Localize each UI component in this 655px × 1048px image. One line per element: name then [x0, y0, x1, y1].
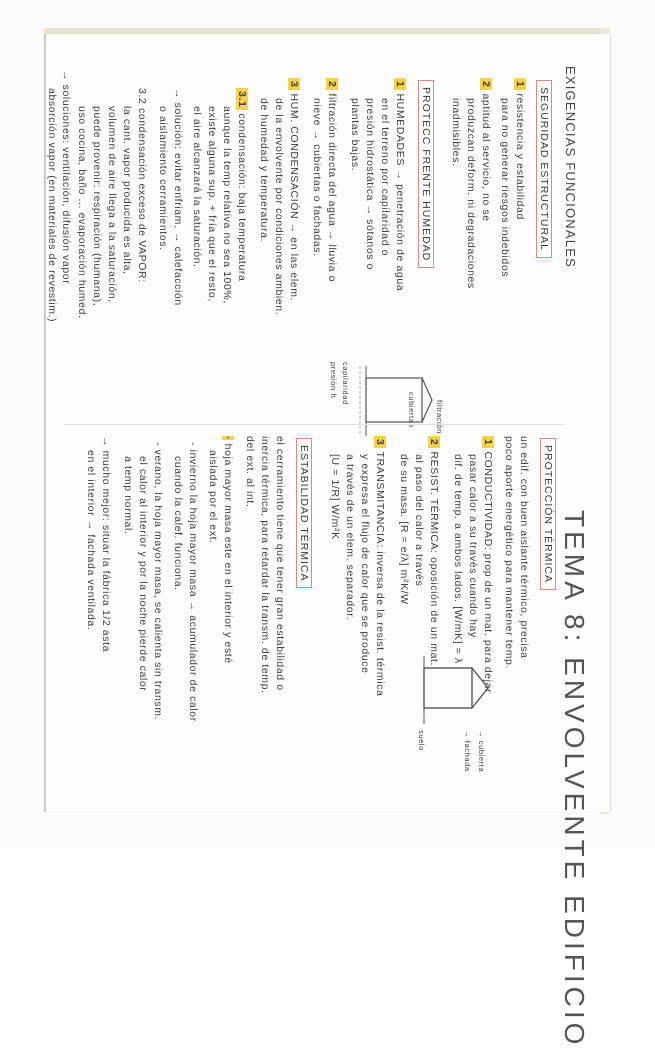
- column-separator: [64, 424, 564, 425]
- hum-solution-1: → solución: evitar enfriam. → calefacción: [172, 88, 184, 306]
- termica-item-2: 2RESIST. TÉRMICA: oposición de un mat.: [428, 436, 440, 666]
- termica-item-3-line-3: a través de un elem. separador.: [344, 454, 356, 621]
- estab-item-2: - invierno la hoja mayor masa → acumulador de calor: [187, 442, 199, 722]
- hum-solution-1-line-2: o aislamiento cerramientos.: [157, 106, 169, 251]
- right-sketch-label-suelo: suelo: [417, 730, 426, 751]
- sketch-label-presion: presión h: [329, 362, 338, 399]
- hum-item-3-line-3: de humedad y temperatura.: [258, 98, 270, 242]
- section-title: EXIGENCIAS FUNCIONALES: [563, 66, 578, 268]
- estab-intro-3: del ext. al int.: [244, 436, 256, 508]
- seg-item-2: 2aptitud al servicio, no se: [480, 78, 492, 222]
- right-column: [48, 432, 604, 812]
- termica-item-3: 3TRANSMITANCIA: inversa de la resist. térmica: [374, 436, 386, 696]
- termica-box: PROTECCIÓN TÉRMICA: [540, 438, 556, 590]
- seg-item-2-line-2: produzcan deform. ni degradaciones: [465, 98, 477, 289]
- seg-item-1-line-2: para no generar riesgos indebidos: [499, 98, 511, 278]
- estab-item-4-line-2: en el interior → fachada ventilada.: [85, 450, 97, 631]
- estab-item-1: - hoja mayor masa este en el interior y esté: [222, 436, 234, 664]
- seg-item-1: 1resistencia y estabilidad: [514, 78, 526, 220]
- sketch-label-filtracion: filtración: [435, 400, 444, 434]
- page-title: TEMA 8: ENVOLVENTE EDIFICIO: [559, 510, 590, 1048]
- hum-item-3-1-line-2: aunque la temp relativa no sea 100%,: [221, 106, 233, 304]
- hum-item-1: 1HUMEDADES → penetración de agua: [394, 78, 406, 291]
- hum-item-1-line-4: plantas bajas.: [349, 98, 361, 172]
- estab-item-3-line-2: el calor al interior y por la noche pierde calor: [137, 456, 149, 692]
- estab-item-4: → mucho mejor: situar la fábrica 1/2 asta: [100, 436, 112, 653]
- termica-item-3-line-2: y expresa el flujo de calor que se produce: [359, 454, 371, 674]
- right-sketch-label-cubierta: → cubierta: [477, 730, 486, 773]
- hum-item-2-line-2: nieve → cubiertas o fachadas.: [311, 98, 323, 257]
- house-outline-roof: [472, 668, 488, 708]
- hum-item-1-line-3: presión hidrostática → sótanos o: [364, 98, 376, 271]
- hum-item-3-1-line-4: el aire alcanzará la saturación.: [191, 106, 203, 268]
- right-sketch-label-fachada: → fachada: [463, 730, 472, 772]
- termica-item-1-line-2: pasar calor a su través cuando hay: [467, 454, 479, 638]
- hum-item-3: 3HUM. CONDENSACIÓN → en las elem.: [288, 78, 300, 301]
- estab-intro-2: inercia térmica, para retardar la transm. de temp.: [259, 436, 271, 694]
- termica-item-1-line-3: dif. de temp. a ambos lados. [W/mK] = λ: [452, 454, 464, 664]
- termica-item-2-line-2: al paso del calor a través: [413, 454, 425, 587]
- estab-item-2-line-2: cuando la calef. funciona.: [172, 456, 184, 591]
- hum-item-3-2-line-5: uso cocina, baño ... evaporación humed.: [76, 106, 88, 319]
- house-outline-sketch: [404, 652, 494, 732]
- sketch-roof: [422, 378, 432, 422]
- seguridad-box: SEGURIDAD ESTRUCTURAL: [536, 80, 552, 258]
- estab-item-1-line-2: aislada por el ext.: [207, 450, 219, 544]
- estab-item-3-line-3: a temp normal.: [122, 456, 134, 535]
- house-outline-wall: [424, 668, 472, 708]
- hum-item-3-1-line-3: existe alguna sup. + fría que el resto,: [206, 106, 218, 302]
- hum-item-3-line-2: de la envolvente por condiciones ambien.: [273, 98, 285, 316]
- humedad-box: PROTECC FRENTE HUMEDAD: [418, 80, 434, 268]
- estab-intro-1: el cerramiento tiene que tener gran estabilidad o: [274, 436, 286, 691]
- termica-item-3-line-4: [U = 1/R] W/m²K: [329, 454, 341, 540]
- termica-intro-1: un edif. con buen aislante térmico, precisa: [518, 436, 530, 659]
- hum-item-3-2: 3.2 condensación exceso de VAPOR:: [136, 88, 148, 283]
- hum-solution-2: → soluciones: ventilación, difusión vapor: [60, 70, 72, 285]
- termica-item-2-line-3: de su masa. [R = e/λ] m²K/W: [398, 454, 410, 605]
- termica-intro-2: poco aporte energético para mantener temp.: [503, 436, 515, 669]
- rotated-notes-sheet: [46, 40, 604, 1048]
- termica-item-1: 1CONDUCTIVIDAD: prop de un mat. para dejar: [482, 436, 494, 693]
- hum-item-1-line-2: en el terreno por capilaridad o: [379, 98, 391, 257]
- hum-item-2: 2filtración directa del agua → lluvia o: [326, 78, 338, 282]
- hum-item-3-2-line-4: puede provenir: respiración (humana),: [91, 106, 103, 307]
- hum-item-3-2-line-3: volumen de aire llega a la saturación,: [106, 106, 118, 303]
- hum-item-3-1: 3.1condensación: baja temperatura: [236, 88, 248, 281]
- sketch-label-cubiertas: cubiertas: [407, 392, 416, 428]
- estab-item-3: - verano, la hoja mayor masa, se calienta sin transm.: [152, 442, 164, 721]
- estabilidad-box: ESTABILIDAD TÉRMICA: [296, 438, 312, 588]
- sketch-label-capilaridad: capilaridad: [341, 362, 350, 405]
- hum-item-3-2-line-2: la cant. vapor producida es alta,: [121, 106, 133, 275]
- hum-solution-2-line-2: absorción vapor (en materiales de revestim.): [46, 88, 58, 323]
- seg-item-2-line-3: inadmisibles.: [450, 98, 462, 167]
